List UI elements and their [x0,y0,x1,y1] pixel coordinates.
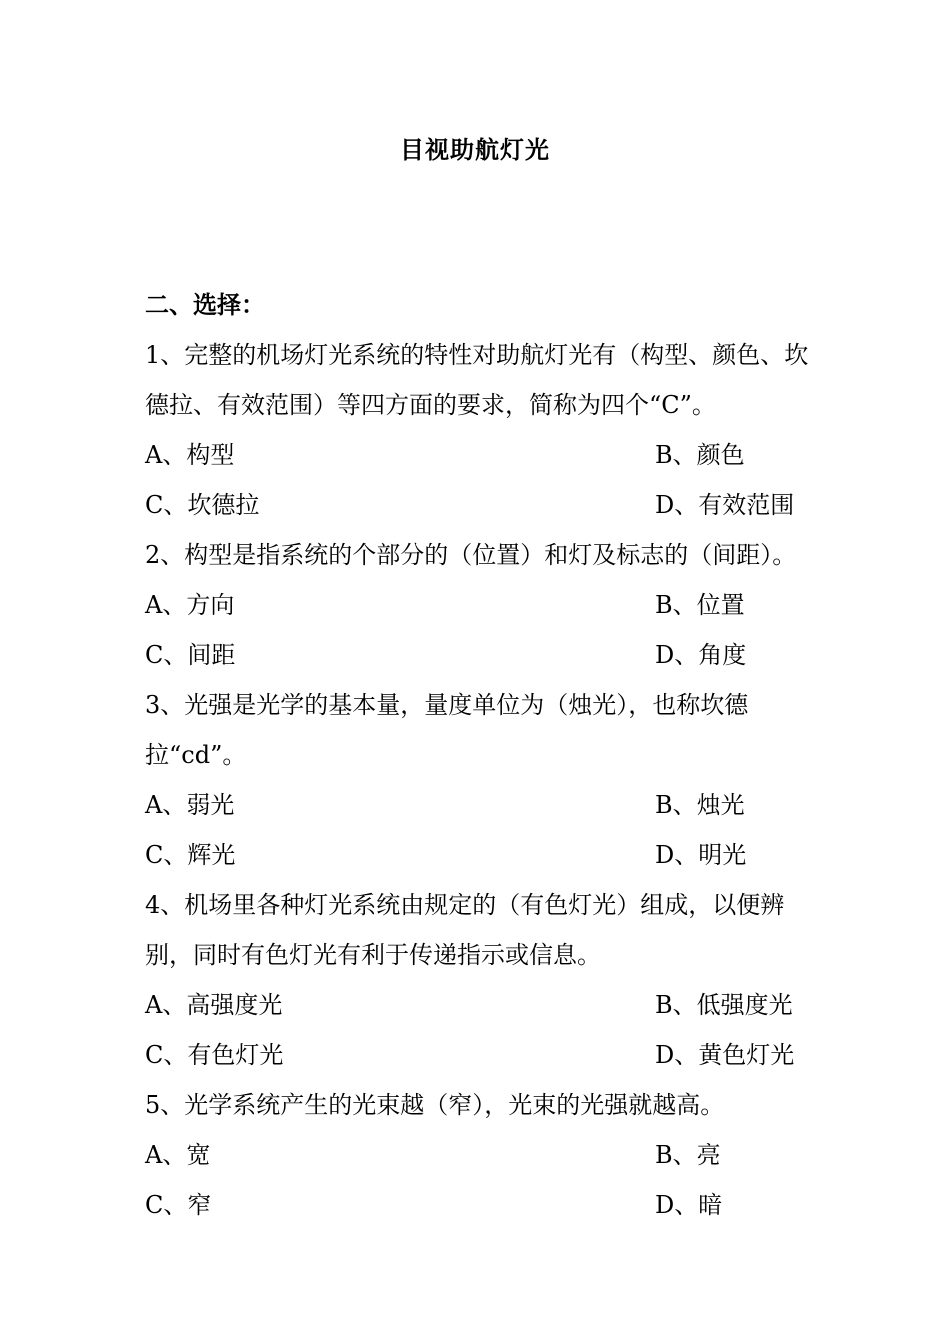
options-row [145,1130,810,1180]
section-heading: 二、选择： [145,291,265,319]
option-b: B、颜色 [655,441,745,469]
option-c: C、间距 [145,641,236,669]
options-row [145,980,810,1030]
option-b: B、亮 [655,1141,721,1169]
option-a: A、弱光 [145,791,235,819]
document-title: 目视助航灯光 [400,136,550,164]
question-5 [145,1080,810,1230]
question-text: 3、光强是光学的基本量，量度单位为（烛光），也称坎德拉“cd”。 [145,691,749,769]
option-b: B、低强度光 [655,991,793,1019]
option-d: D、黄色灯光 [655,1041,795,1069]
options-row [145,1180,810,1230]
option-d: D、有效范围 [655,491,795,519]
option-d: D、明光 [655,841,747,869]
option-c: C、辉光 [145,841,236,869]
option-d: D、暗 [655,1191,723,1219]
options-row [145,780,810,830]
option-c: C、坎德拉 [145,491,260,519]
options-row [145,480,810,530]
option-a: A、宽 [145,1141,211,1169]
option-a: A、构型 [145,441,235,469]
question-text: 2、构型是指系统的个部分的（位置）和灯及标志的（间距）。 [145,541,797,569]
question-4 [145,880,810,1080]
option-c: C、窄 [145,1191,212,1219]
options-row [145,580,810,630]
question-2 [145,530,810,680]
option-a: A、高强度光 [145,991,283,1019]
question-1 [145,330,810,530]
option-b: B、位置 [655,591,745,619]
options-row [145,430,810,480]
document-body [145,280,810,1230]
question-text: 5、光学系统产生的光束越（窄），光束的光强就越高。 [145,1091,725,1119]
options-row [145,830,810,880]
question-text: 4、机场里各种灯光系统由规定的（有色灯光）组成，以便辨别，同时有色灯光有利于传递指示或信息。 [145,891,785,969]
options-row [145,630,810,680]
option-c: C、有色灯光 [145,1041,284,1069]
option-d: D、角度 [655,641,747,669]
option-b: B、烛光 [655,791,745,819]
options-row [145,1030,810,1080]
question-text: 1、完整的机场灯光系统的特性对助航灯光有（构型、颜色、坎德拉、有效范围）等四方面的要求，简称为四个“C”。 [145,341,809,419]
question-3 [145,680,810,880]
option-a: A、方向 [145,591,235,619]
